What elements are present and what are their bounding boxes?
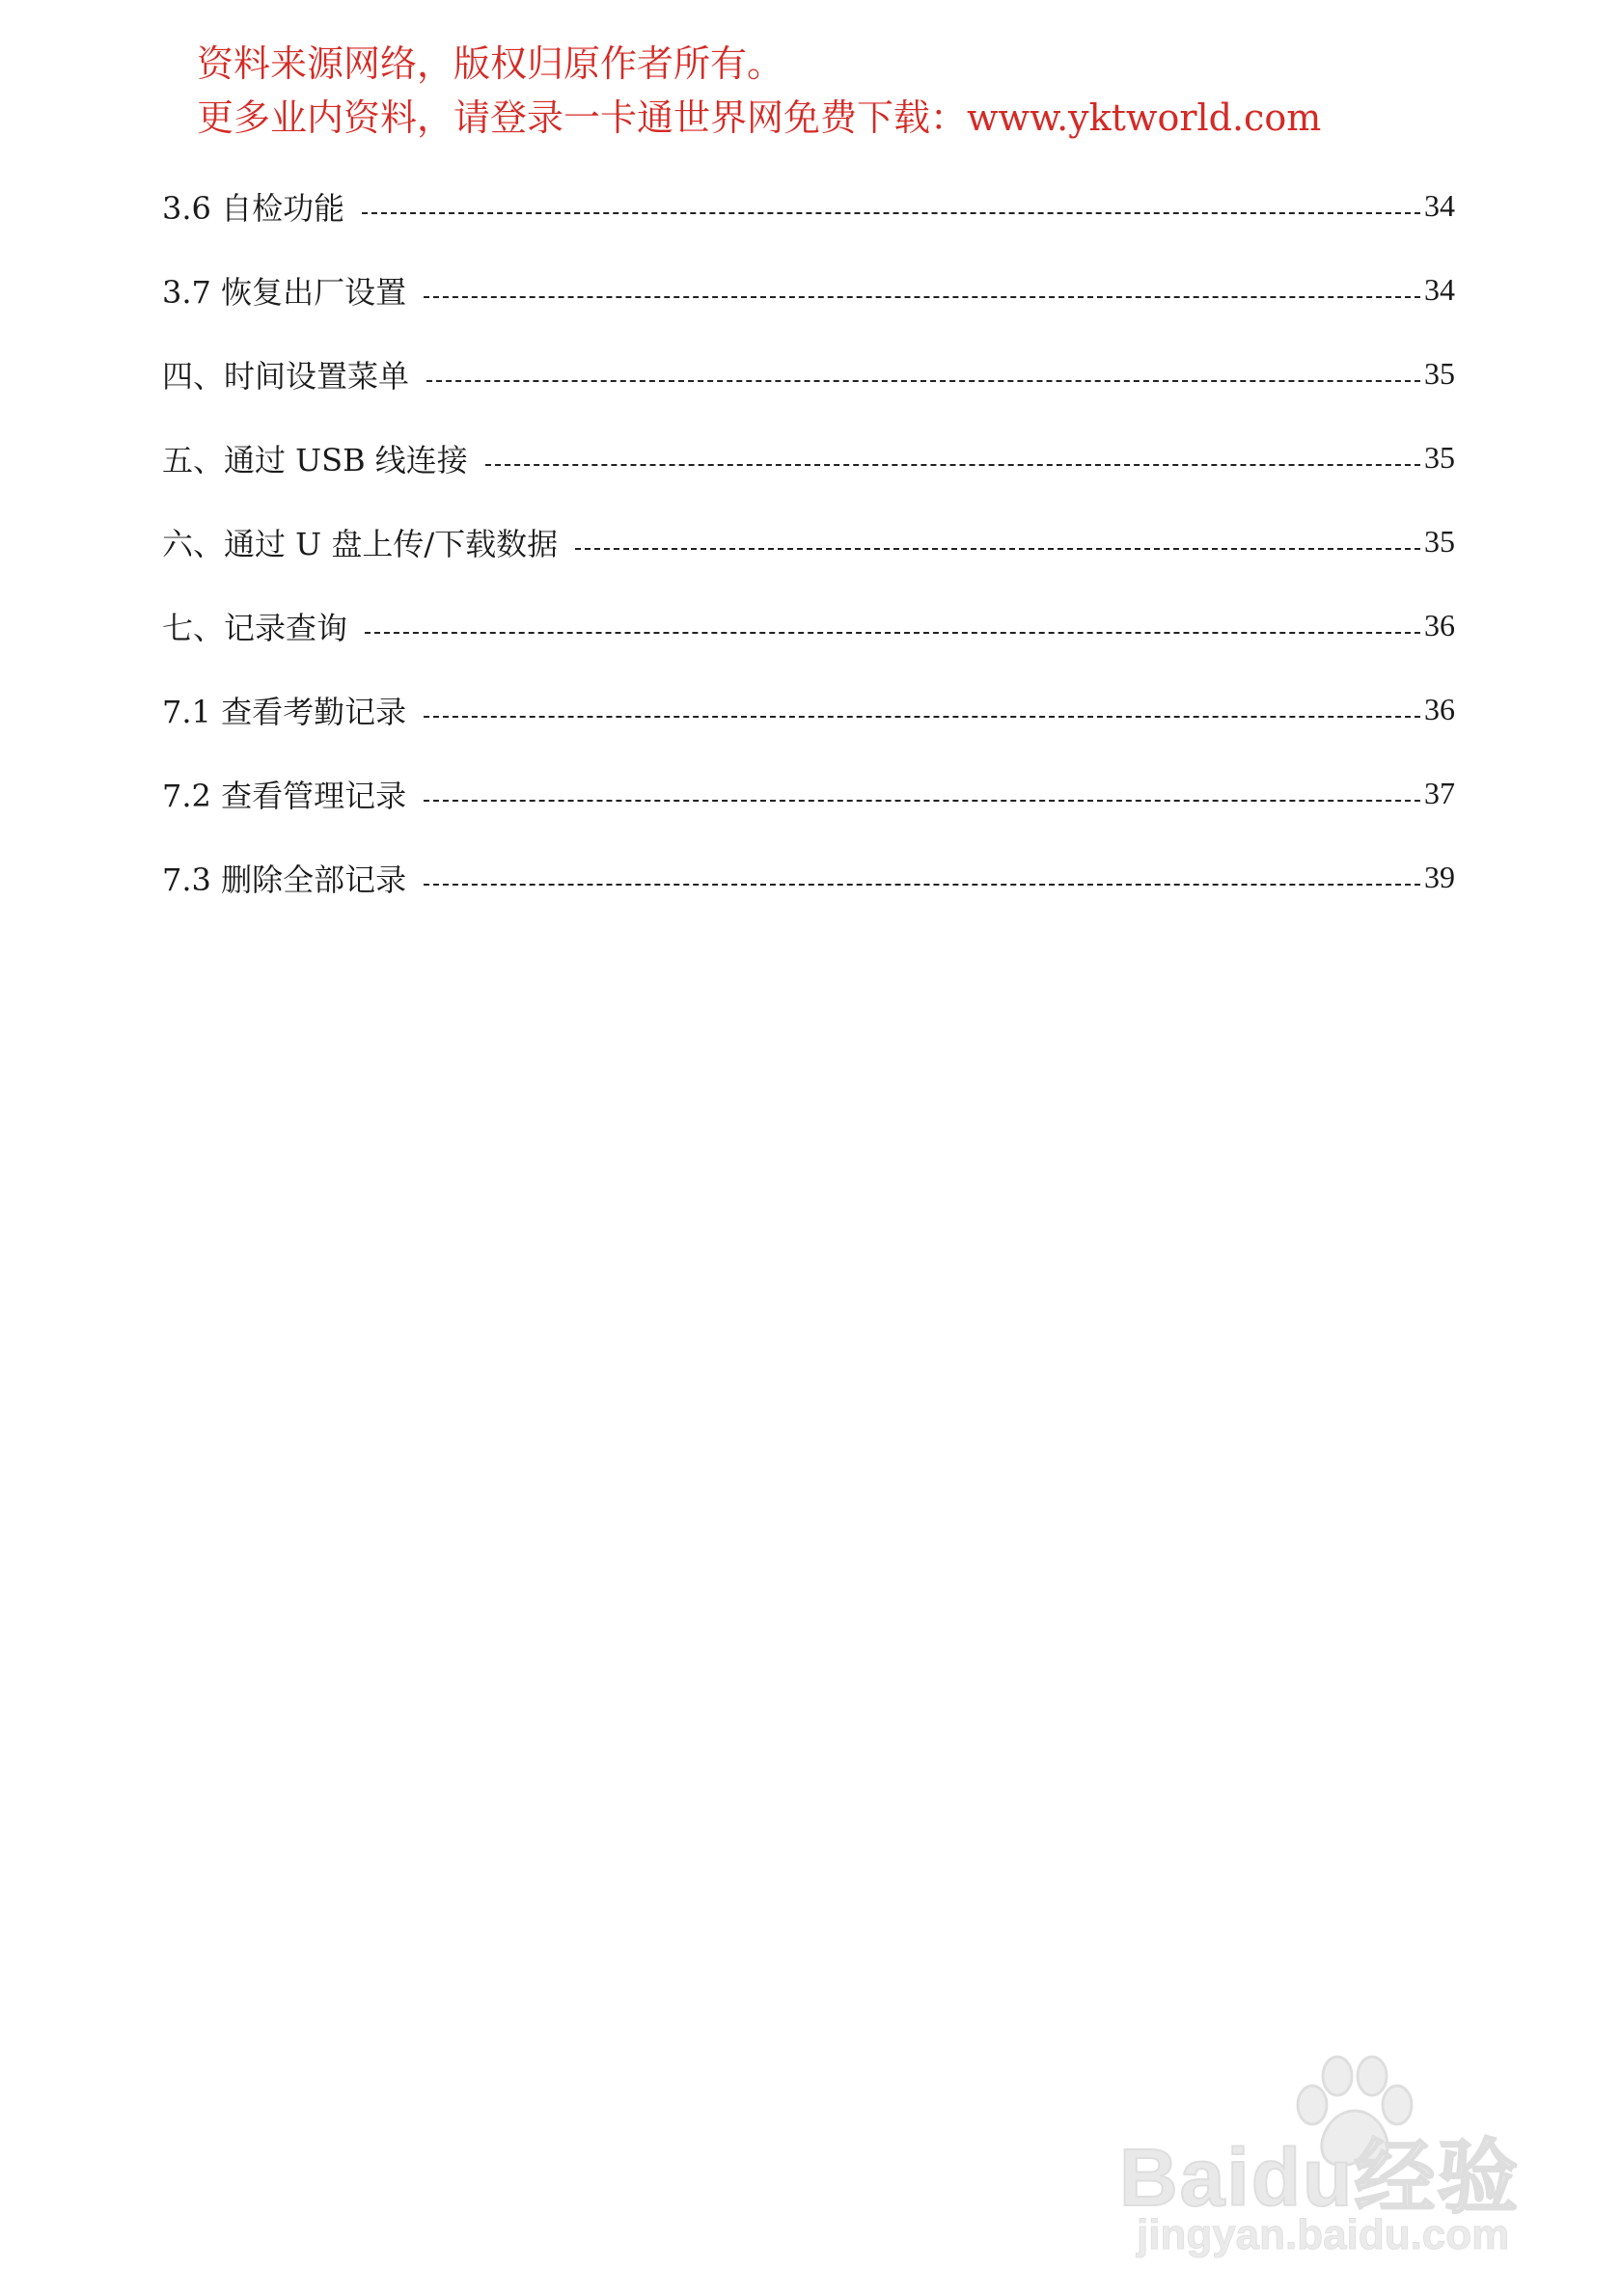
toc-entry-label: 3.7 恢复出厂设置 xyxy=(162,273,407,311)
copyright-notice xyxy=(197,37,1470,145)
baidu-jingyan-watermark xyxy=(1119,2055,1534,2267)
toc-leader xyxy=(485,462,1420,466)
download-line: 更多业内资料，请登录一卡通世界网免费下载：www.yktworld.com xyxy=(197,96,1322,139)
toc-entry[interactable] xyxy=(162,164,1455,248)
watermark-url: jingyan.baidu.com xyxy=(1137,2211,1510,2258)
toc-leader xyxy=(426,378,1420,382)
toc-leader xyxy=(424,294,1420,298)
toc-entry[interactable] xyxy=(162,584,1455,668)
table-of-contents xyxy=(162,164,1455,919)
toc-leader xyxy=(424,882,1420,886)
toc-leader xyxy=(365,630,1420,634)
toc-entry-label: 3.6 自检功能 xyxy=(162,189,345,227)
watermark-brand: Baidu经验 xyxy=(1119,2132,1521,2223)
toc-entry[interactable] xyxy=(162,416,1455,500)
toc-entry-page: 34 xyxy=(1424,272,1455,307)
toc-entry-label: 7.1 查看考勤记录 xyxy=(162,693,407,730)
toc-entry[interactable] xyxy=(162,500,1455,584)
toc-leader xyxy=(575,546,1420,550)
toc-entry-page: 35 xyxy=(1424,356,1455,391)
toc-entry[interactable] xyxy=(162,332,1455,416)
toc-entry-page: 34 xyxy=(1424,188,1455,223)
toc-entry-label: 七、记录查询 xyxy=(162,609,348,646)
toc-entry-page: 39 xyxy=(1424,860,1455,894)
toc-entry-label: 7.3 删除全部记录 xyxy=(162,861,407,898)
toc-entry[interactable] xyxy=(162,668,1455,752)
toc-entry[interactable] xyxy=(162,248,1455,332)
toc-entry-page: 35 xyxy=(1424,440,1455,475)
toc-entry[interactable] xyxy=(162,752,1455,835)
toc-entry-page: 36 xyxy=(1424,692,1455,726)
toc-leader xyxy=(424,714,1420,718)
toc-entry-page: 37 xyxy=(1424,776,1455,810)
toc-leader xyxy=(362,210,1420,214)
toc-entry[interactable] xyxy=(162,835,1455,919)
toc-entry-label: 五、通过 USB 线连接 xyxy=(162,441,468,478)
toc-entry-label: 六、通过 U 盘上传/下载数据 xyxy=(162,525,559,562)
toc-entry-label: 7.2 查看管理记录 xyxy=(162,777,407,814)
copyright-line: 资料来源网络，版权归原作者所有。 xyxy=(197,42,784,85)
toc-entry-label: 四、时间设置菜单 xyxy=(162,357,410,395)
toc-entry-page: 35 xyxy=(1424,524,1455,559)
toc-entry-page: 36 xyxy=(1424,608,1455,642)
toc-leader xyxy=(424,798,1420,802)
